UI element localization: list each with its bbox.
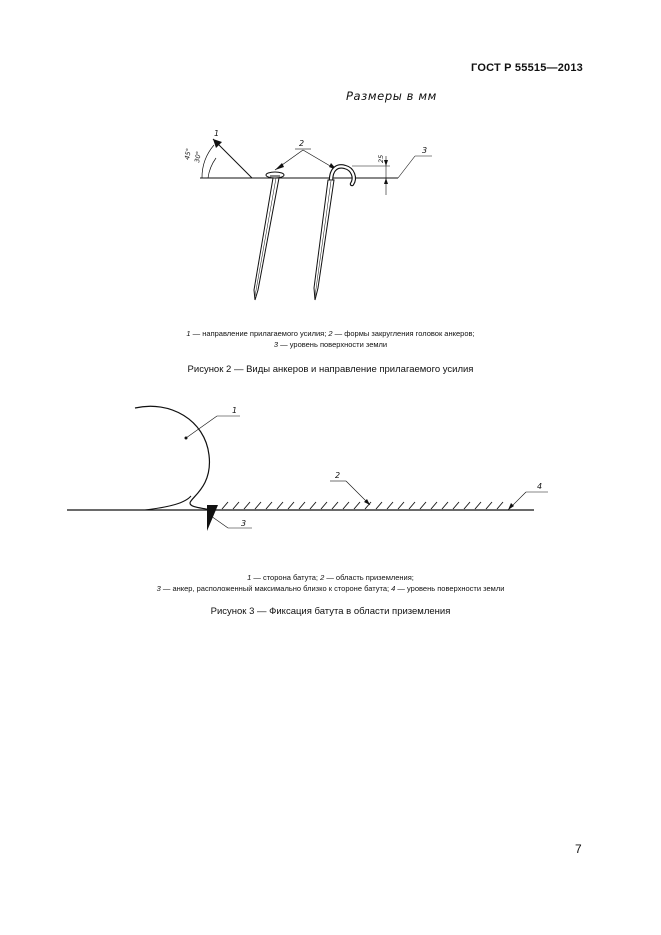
figure-3-legend-line-2: 3 — анкер, расположенный максимально близко к стороне батута; 4 — уровень поверхности земли [156, 584, 505, 593]
hatch-stroke [277, 502, 283, 509]
angle-label-45: 45° [183, 147, 193, 161]
callout-3: 3 [241, 519, 247, 528]
callout-2: 2 [299, 139, 305, 148]
hatch-stroke [497, 502, 503, 509]
hatch-stroke [288, 502, 294, 509]
hatch-stroke [354, 502, 360, 509]
figure-2-caption: Рисунок 2 — Виды анкеров и направление прилагаемого усилия [187, 364, 474, 375]
callout-1: 1 [214, 129, 220, 138]
figure-2-legend-line-1: 1 — направление прилагаемого усилия; 2 — формы закругления головок анкеров; [186, 329, 475, 338]
figure-3-legend-line-1: 1 — сторона батута; 2 — область приземления; [247, 573, 414, 582]
hatch-stroke [299, 502, 305, 509]
figure-3-caption: Рисунок 3 — Фиксация батута в области приземления [210, 606, 451, 617]
trampoline-base-curve [145, 496, 191, 510]
hatch-stroke [431, 502, 437, 509]
callout-1-leader [186, 416, 217, 438]
trampoline-side-curve [135, 406, 210, 510]
callout-3-leader [211, 516, 228, 528]
hatch-stroke [420, 502, 426, 509]
hatch-stroke [376, 502, 382, 509]
callout-4: 4 [537, 482, 543, 491]
hatch-stroke [244, 502, 250, 509]
hatch-stroke [222, 502, 228, 509]
hatch-stroke [332, 502, 338, 509]
page-number: 7 [575, 842, 582, 856]
hatch-stroke [453, 502, 459, 509]
hatch-stroke [321, 502, 327, 509]
hatch-stroke [387, 502, 393, 509]
anchor-icon [207, 505, 218, 531]
landing-area-hatching [222, 502, 503, 509]
callout-2: 2 [335, 471, 341, 480]
figure-2-legend-line-2: 3 — уровень поверхности земли [273, 340, 388, 349]
callout-1: 1 [232, 406, 238, 415]
angle-label-30: 30° [193, 150, 203, 164]
hatch-stroke [442, 502, 448, 509]
hatch-stroke [310, 502, 316, 509]
hatch-stroke [464, 502, 470, 509]
standard-header: ГОСТ Р 55515—2013 [471, 62, 583, 74]
hatch-stroke [409, 502, 415, 509]
callout-3: 3 [422, 146, 428, 155]
dimension-label: 25 [377, 154, 385, 163]
hatch-stroke [486, 502, 492, 509]
figure-3-legend [0, 572, 661, 594]
hatch-stroke [266, 502, 272, 509]
leader-arrow-icon [508, 503, 514, 510]
hatch-stroke [233, 502, 239, 509]
hatch-stroke [255, 502, 261, 509]
hatch-stroke [475, 502, 481, 509]
hatch-stroke [343, 502, 349, 509]
hatch-stroke [398, 502, 404, 509]
dimensions-note: Размеры в мм [346, 89, 437, 103]
